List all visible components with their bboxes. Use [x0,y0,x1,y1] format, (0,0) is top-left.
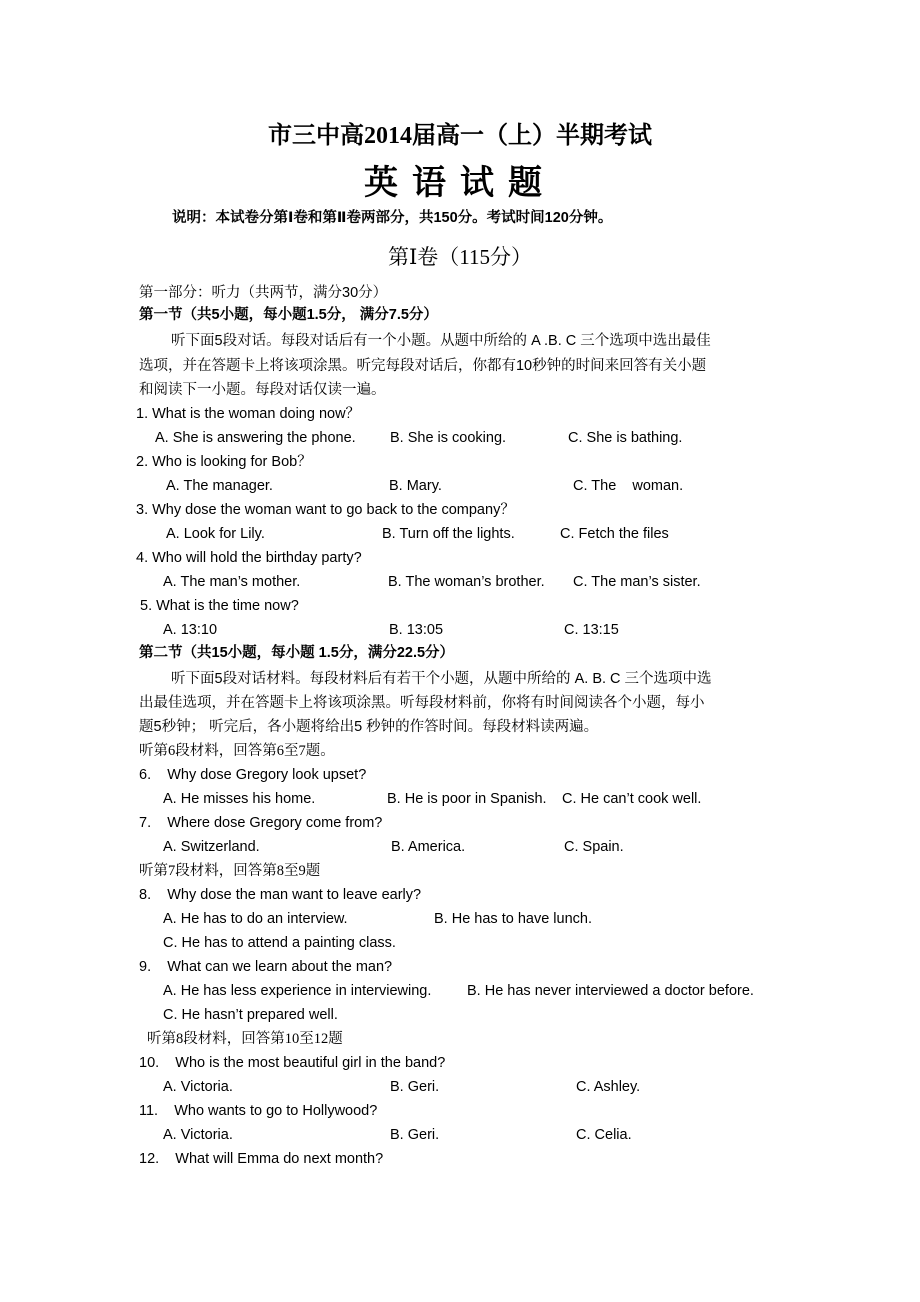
q2-option-b: B. Mary. [389,478,442,494]
q9-option-b: B. He has never interviewed a doctor before. [467,983,754,999]
question-3: 3. Why dose the woman want to go back to the company？ [136,502,515,518]
q4-option-c: C. The man’s sister. [573,574,701,590]
section2-directions-line: 听下面5段对话材料。每段材料后有若干个小题，从题中所给的 A. B. C 三个选项中选 [171,671,712,687]
q7-option-c: C. Spain. [564,839,624,855]
part1-heading: 第一部分：听力（共两节，满分30分） [139,285,388,301]
q8-option-b: B. He has to have lunch. [434,911,592,927]
q7-option-a: A. Switzerland. [163,839,260,855]
q4-option-a: A. The man’s mother. [163,574,301,590]
question-9: 9. What can we learn about the man? [139,959,393,975]
question-1: 1. What is the woman doing now？ [136,406,361,422]
question-10: 10. Who is the most beautiful girl in the band? [139,1055,446,1071]
section1-directions-line: 听下面5段对话。每段对话后有一个小题。从题中所给的 A .B. C 三个选项中选出最佳 [171,333,711,349]
q2-option-c: C. The woman. [573,478,684,494]
q10-option-a: A. Victoria. [163,1079,233,1095]
q2-option-a: A. The manager. [166,478,273,494]
material-6-note: 听第6段材料，回答第6至7题。 [139,743,335,759]
section1-directions-line: 选项，并在答题卡上将该项涂黑。听完每段对话后，你都有10秒钟的时间来回答有关小题 [139,358,707,374]
section2-heading: 第二节（共15小题，每小题 1.5分，满分22.5分） [139,645,455,661]
material-8-note: 听第8段材料，回答第10至12题 [147,1031,343,1047]
question-8: 8. Why dose the man want to leave early? [139,887,422,903]
q11-option-a: A. Victoria. [163,1127,233,1143]
section1-directions-line: 和阅读下一小题。每段对话仅读一遍。 [139,382,386,398]
q9-option-c: C. He hasn’t prepared well. [163,1007,338,1023]
q8-option-c: C. He has to attend a painting class. [163,935,396,951]
question-6: 6. Why dose Gregory look upset? [139,767,367,783]
q3-option-a: A. Look for Lily. [166,526,265,542]
q10-option-c: C. Ashley. [576,1079,641,1095]
q6-option-c: C. He can’t cook well. [562,791,702,807]
q11-option-c: C. Celia. [576,1127,632,1143]
question-2: 2. Who is looking for Bob？ [136,454,312,470]
q7-option-b: B. America. [391,839,466,855]
q6-option-a: A. He misses his home. [163,791,316,807]
section2-directions-line: 题5秒钟； 听完后，各小题将给出5 秒钟的作答时间。每段材料读两遍。 [139,719,599,735]
question-12: 12. What will Emma do next month? [139,1151,384,1167]
q1-option-b: B. She is cooking. [390,430,507,446]
q6-option-b: B. He is poor in Spanish. [387,791,547,807]
q1-option-c: C. She is bathing. [568,430,683,446]
q5-option-a: A. 13:10 [163,622,218,638]
q3-option-c: C. Fetch the files [560,526,669,542]
section1-heading: 第一节（共5小题，每小题1.5分， 满分7.5分） [139,307,438,323]
material-7-note: 听第7段材料，回答第8至9题 [139,863,321,879]
q5-option-c: C. 13:15 [564,622,619,638]
question-5: 5. What is the time now? [140,598,299,614]
school-exam-title: 市三中高2014届高一（上）半期考试 [268,123,652,149]
q4-option-b: B. The woman’s brother. [388,574,545,590]
q9-option-a: A. He has less experience in interviewing. [163,983,432,999]
exam-instructions: 说明：本试卷分第Ⅰ卷和第Ⅱ卷两部分，共150分。考试时间120分钟。 [172,210,613,226]
section2-directions-line: 出最佳选项，并在答题卡上将该项涂黑。听每段材料前，你将有时间阅读各个小题，每小 [139,695,705,711]
q3-option-b: B. Turn off the lights. [382,526,515,542]
q11-option-b: B. Geri. [390,1127,440,1143]
question-11: 11. Who wants to go to Hollywood? [139,1103,378,1119]
q8-option-a: A. He has to do an interview. [163,911,348,927]
q5-option-b: B. 13:05 [389,622,444,638]
q10-option-b: B. Geri. [390,1079,440,1095]
question-7: 7. Where dose Gregory come from? [139,815,383,831]
subject-title: 英语试题 [364,165,556,202]
question-4: 4. Who will hold the birthday party? [136,550,362,566]
volume-title: 第Ⅰ卷（115分） [387,245,533,269]
q1-option-a: A. She is answering the phone. [155,430,356,446]
